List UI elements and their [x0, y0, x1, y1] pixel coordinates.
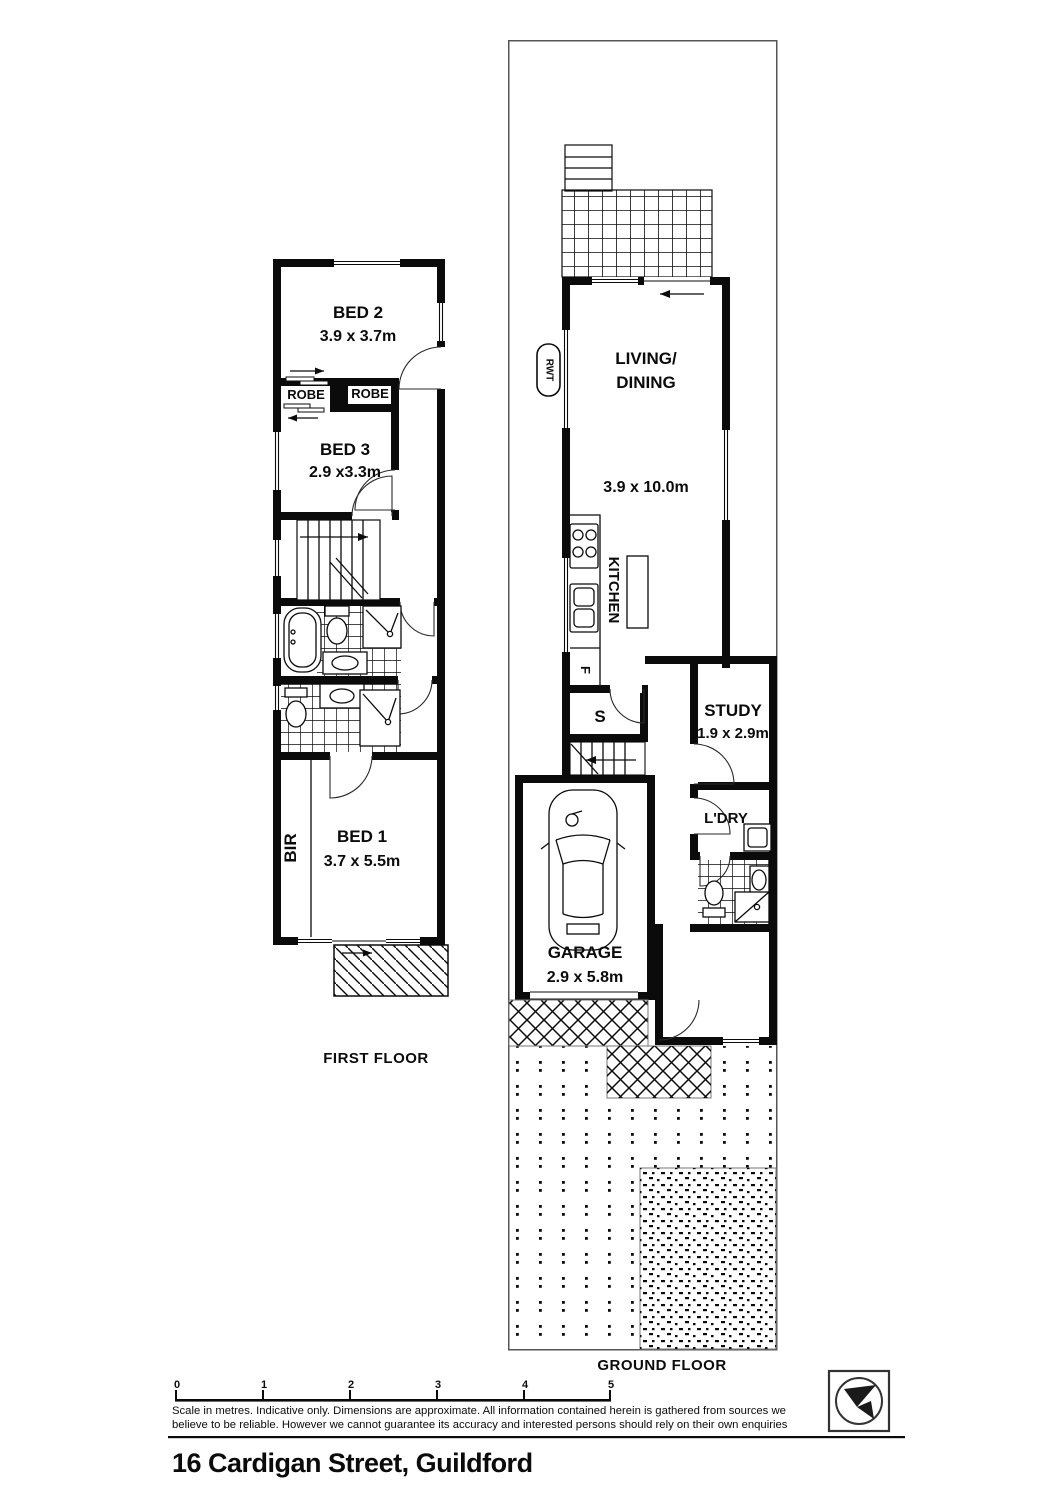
ground-floor-stairs	[570, 742, 645, 775]
footer-divider	[168, 1436, 905, 1438]
scale-tick-1: 1	[260, 1379, 268, 1391]
disclaimer-line-2: believe to be reliable. However we cannot guarantee its accuracy and interested persons should rely on their own enquiries	[172, 1419, 788, 1431]
bed2-dims: 3.9 x 3.7m	[319, 328, 397, 345]
first-floor-plan	[273, 259, 448, 1067]
main-bathroom	[284, 606, 401, 676]
bed2-label: BED 2	[332, 303, 384, 322]
living-dims: 3.9 x 10.0m	[603, 479, 689, 496]
paved-area	[640, 1168, 776, 1349]
page-title: 16 Cardigan Street, Guildford	[172, 1448, 533, 1478]
entry-door	[659, 1000, 699, 1040]
study	[690, 701, 769, 784]
ground-bathroom	[698, 852, 769, 924]
scale-tick-0: 0	[173, 1379, 181, 1391]
toilet	[327, 618, 347, 644]
toilet-tank	[325, 606, 349, 616]
driveway	[509, 1000, 648, 1046]
robe-left-label: ROBE	[287, 387, 325, 402]
shower	[360, 690, 400, 746]
garage-label: GARAGE	[547, 943, 623, 962]
ensuite-bathroom	[281, 684, 401, 752]
fridge-label: F	[578, 666, 593, 674]
study-dims: 1.9 x 2.9m	[697, 725, 769, 742]
ground-floor-caption: GROUND FLOOR	[597, 1357, 727, 1374]
rear-deck	[562, 190, 712, 277]
island-bench	[627, 556, 648, 628]
bed1-dims: 3.7 x 5.5m	[323, 853, 401, 870]
living-label-1: LIVING/	[615, 349, 677, 368]
rear-steps	[565, 145, 612, 191]
rwt-label: RWT	[543, 358, 555, 382]
garage-dims: 2.9 x 5.8m	[546, 969, 624, 986]
basin	[752, 870, 766, 890]
disclaimer-line-1: Scale in metres. Indicative only. Dimensions are approximate. All information contained herein is gathered from sources we	[172, 1405, 786, 1417]
robe-right-label: ROBE	[351, 386, 389, 401]
first-floor-stairs	[297, 520, 380, 600]
study-label: STUDY	[704, 701, 762, 720]
bed1-label: BED 1	[336, 827, 388, 846]
kitchen-label: KITCHEN	[605, 556, 622, 624]
scale-tick-4: 4	[521, 1379, 529, 1391]
scale-bar	[174, 1379, 614, 1402]
laundry	[690, 798, 771, 851]
basin	[330, 689, 354, 703]
path	[607, 1046, 711, 1098]
car	[541, 790, 625, 950]
scale-tick-3: 3	[434, 1379, 442, 1391]
balcony	[334, 945, 448, 996]
agency-logo	[829, 1371, 889, 1431]
scale-tick-2: 2	[347, 1379, 355, 1391]
scale-tick-5: 5	[607, 1379, 615, 1391]
kitchen	[570, 515, 648, 685]
toilet	[705, 881, 723, 905]
basin	[332, 656, 358, 670]
toilet-tank	[285, 688, 307, 697]
yard	[509, 1000, 776, 1349]
rainwater-tank	[537, 344, 560, 396]
first-floor-caption: FIRST FLOOR	[323, 1050, 429, 1067]
laundry-label: L'DRY	[704, 810, 748, 827]
bed3-dims: 2.9 x3.3m	[308, 464, 382, 481]
toilet	[286, 701, 306, 727]
ground-floor-plan	[509, 41, 777, 1374]
garage	[541, 790, 625, 986]
bed3-label: BED 3	[319, 440, 371, 459]
bir-label: BIR	[281, 833, 300, 863]
store-label: S	[594, 707, 606, 726]
living-label-2: DINING	[616, 373, 676, 392]
toilet-tank	[703, 908, 725, 917]
